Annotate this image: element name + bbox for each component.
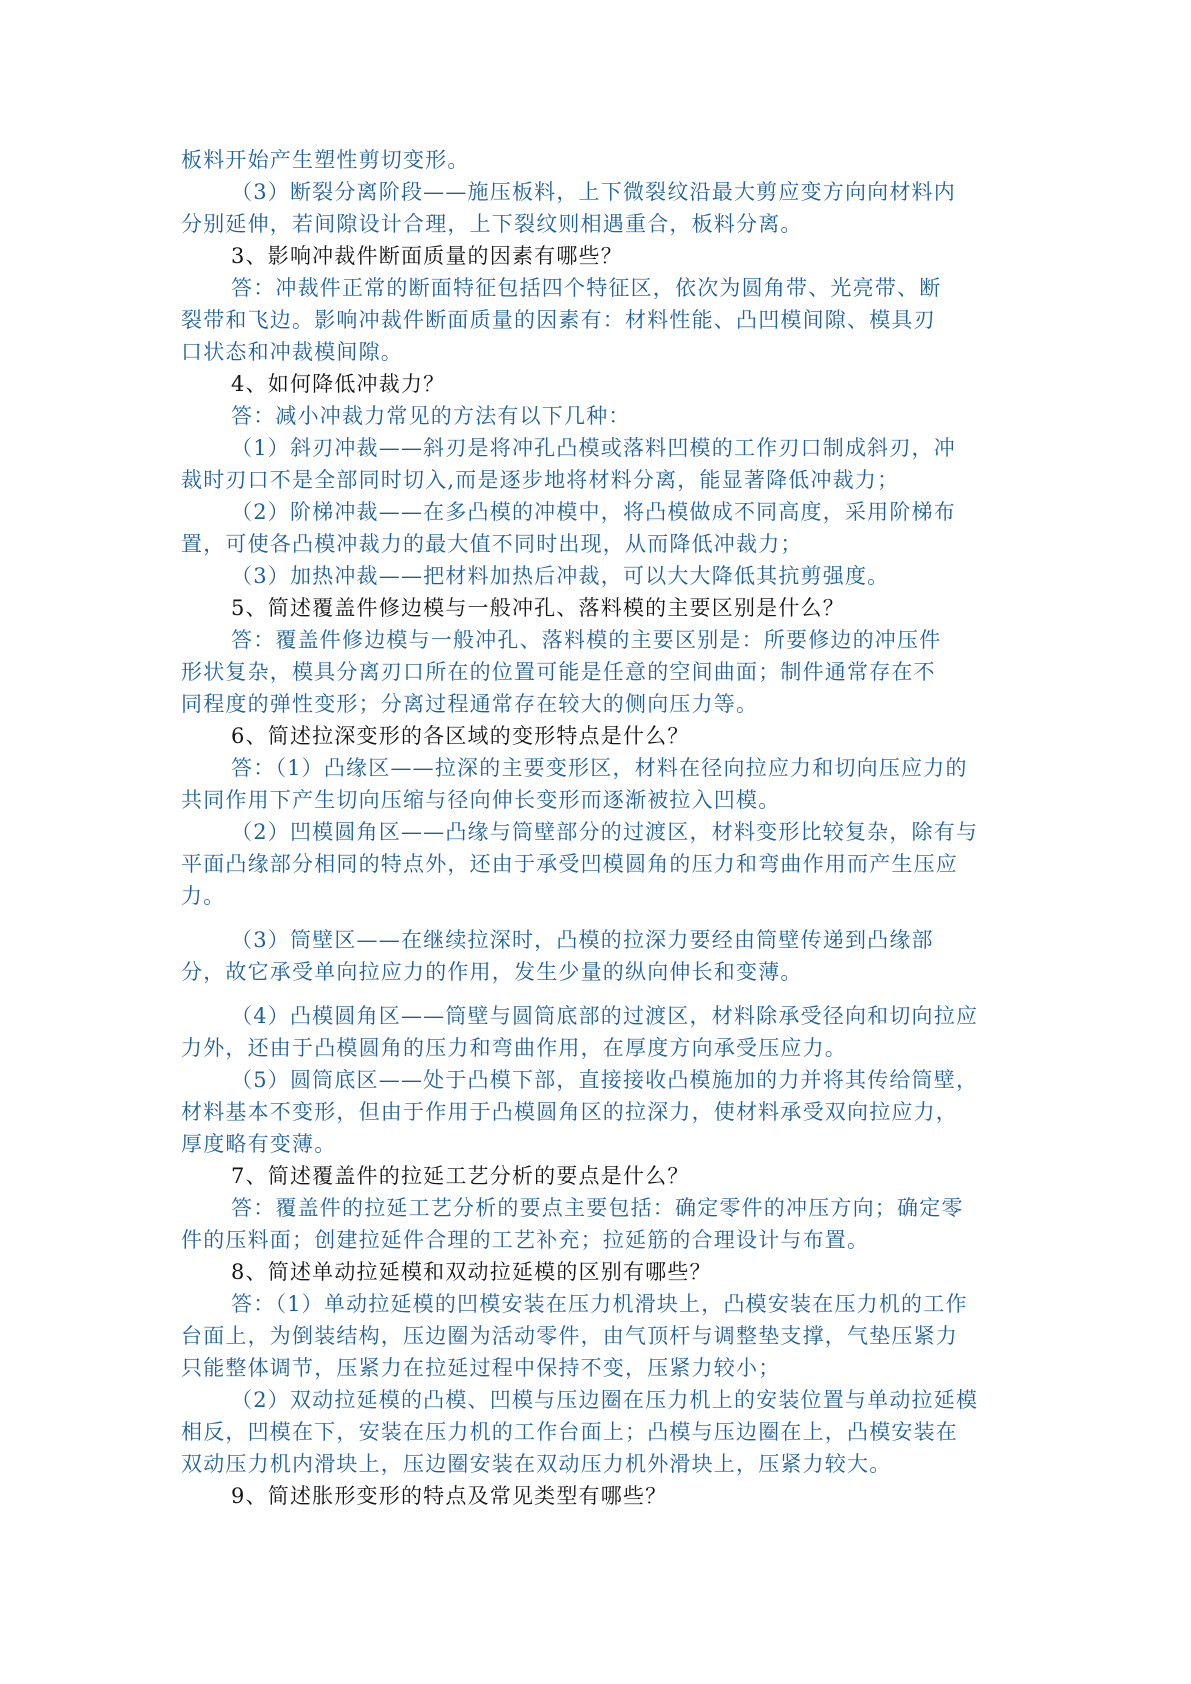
answer-line: 形状复杂，模具分离刃口所在的位置可能是任意的空间曲面；制件通常存在不: [181, 660, 936, 684]
question-line: 6、简述拉深变形的各区域的变形特点是什么？: [231, 724, 690, 748]
answer-line: 厚度略有变薄。: [181, 1132, 337, 1156]
answer-line: 只能整体调节，压紧力在拉延过程中保持不变，压紧力较小；: [181, 1356, 781, 1380]
answer-line: 板料开始产生塑性剪切变形。: [181, 148, 470, 172]
answer-line: 裂带和飞边。影响冲裁件断面质量的因素有：材料性能、凸凹模间隙、模具刃: [181, 308, 936, 332]
answer-line: （2）双动拉延模的凸模、凹模与压边圈在压力机上的安装位置与单动拉延模: [231, 1388, 979, 1412]
answer-line: （2）凹模圆角区——凸缘与筒壁部分的过渡区，材料变形比较复杂，除有与: [231, 820, 979, 844]
answer-line: 答：覆盖件修边模与一般冲孔、落料模的主要区别是：所要修边的冲压件: [231, 628, 942, 652]
answer-line: （3）断裂分离阶段——施压板料，上下微裂纹沿最大剪应变方向向材料内: [231, 180, 956, 204]
answer-line: （2）阶梯冲裁——在多凸模的冲模中，将凸模做成不同高度，采用阶梯布: [231, 500, 956, 524]
answer-line: 台面上，为倒装结构，压边圈为活动零件，由气顶杆与调整垫支撑，气垫压紧力: [181, 1324, 958, 1348]
answer-line: 件的压料面；创建拉延件合理的工艺补充；拉延筋的合理设计与布置。: [181, 1228, 870, 1252]
question-line: 7、简述覆盖件的拉延工艺分析的要点是什么？: [231, 1164, 690, 1188]
answer-line: 力外，还由于凸模圆角的压力和弯曲作用，在厚度方向承受压应力。: [181, 1036, 847, 1060]
answer-line: 答：（1）单动拉延模的凹模安装在压力机滑块上，凸模安装在压力机的工作: [231, 1292, 968, 1316]
answer-line: 平面凸缘部分相同的特点外，还由于承受凹模圆角的压力和弯曲作用而产生压应: [181, 852, 958, 876]
answer-line: 答：冲裁件正常的断面特征包括四个特征区，依次为圆角带、光亮带、断: [231, 276, 942, 300]
answer-line: （5）圆筒底区——处于凸模下部，直接接收凸模施加的力并将其传给筒壁，: [231, 1068, 979, 1092]
answer-line: （3）筒壁区——在继续拉深时，凸模的拉深力要经由筒壁传递到凸缘部: [231, 928, 934, 952]
answer-line: 口状态和冲裁模间隙。: [181, 340, 403, 364]
question-line: 5、简述覆盖件修边模与一般冲孔、落料模的主要区别是什么？: [231, 596, 845, 620]
answer-line: 置，可使各凸模冲裁力的最大值不同时出现，从而降低冲裁力；: [181, 532, 803, 556]
answer-line: 裁时刃口不是全部同时切入,而是逐步地将材料分离，能显著降低冲裁力；: [181, 468, 900, 492]
paragraph-gap: [181, 912, 1011, 924]
question-line: 8、简述单动拉延模和双动拉延模的区别有哪些？: [231, 1260, 712, 1284]
answer-line: 同程度的弹性变形；分离过程通常存在较大的侧向压力等。: [181, 692, 759, 716]
answer-line: 答：覆盖件的拉延工艺分析的要点主要包括：确定零件的冲压方向；确定零: [231, 1196, 964, 1220]
answer-line: 答：减小冲裁力常见的方法有以下几种：: [231, 404, 631, 428]
paragraph-gap: [181, 988, 1011, 1000]
answer-line: 答：（1）凸缘区——拉深的主要变形区，材料在径向拉应力和切向压应力的: [231, 756, 968, 780]
question-line: 4、如何降低冲裁力？: [231, 372, 446, 396]
answer-line: 相反，凹模在下，安装在压力机的工作台面上；凸模与压边圈在上，凸模安装在: [181, 1420, 958, 1444]
answer-line: （1）斜刃冲裁——斜刃是将冲孔凸模或落料凹模的工作刃口制成斜刃，冲: [231, 436, 956, 460]
answer-line: （3）加热冲裁——把材料加热后冲裁，可以大大降低其抗剪强度。: [231, 564, 890, 588]
answer-line: 双动压力机内滑块上，压边圈安装在双动压力机外滑块上，压紧力较大。: [181, 1452, 892, 1476]
answer-line: 共同作用下产生切向压缩与径向伸长变形而逐渐被拉入凹模。: [181, 788, 781, 812]
question-line: 9、简述胀形变形的特点及常见类型有哪些？: [231, 1484, 668, 1508]
answer-line: 材料基本不变形，但由于作用于凸模圆角区的拉深力，使材料承受双向拉应力，: [181, 1100, 958, 1124]
question-line: 3、影响冲裁件断面质量的因素有哪些？: [231, 244, 623, 268]
document-body: [181, 144, 1011, 1512]
answer-line: 分，故它承受单向拉应力的作用，发生少量的纵向伸长和变薄。: [181, 960, 803, 984]
answer-line: （4）凸模圆角区——筒壁与圆筒底部的过渡区，材料除承受径向和切向拉应: [231, 1004, 979, 1028]
answer-line: 力。: [181, 884, 226, 908]
answer-line: 分别延伸，若间隙设计合理，上下裂纹则相遇重合，板料分离。: [181, 212, 803, 236]
